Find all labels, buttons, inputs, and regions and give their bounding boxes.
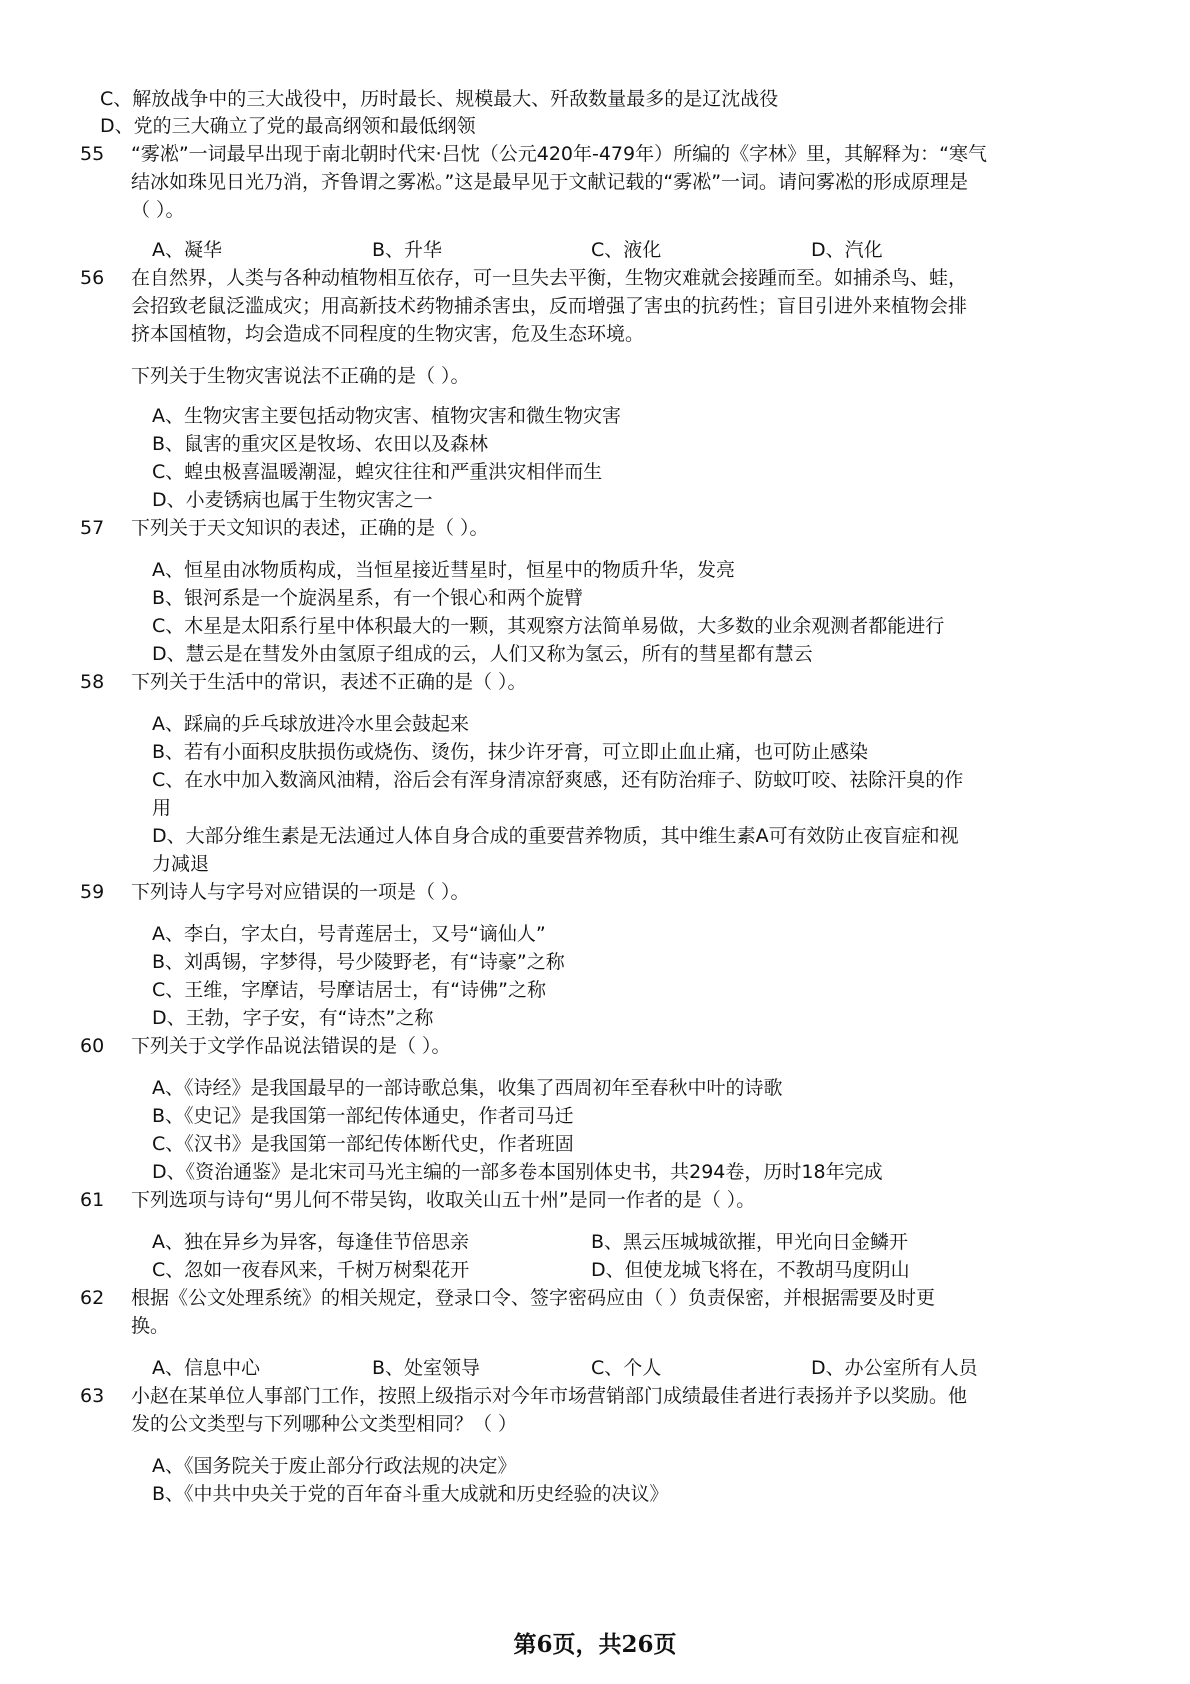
option-c: C、液化 bbox=[591, 239, 662, 261]
option-d: D、王勃，字子安，有“诗杰”之称 bbox=[152, 1007, 434, 1029]
question-stem-line: “雾凇”一词最早出现于南北朝时代宋·吕忱（公元420年-479年）所编的《字林》里，其解释为：“寒气 bbox=[131, 143, 987, 165]
question-stem: 下列选项与诗句“男儿何不带吴钩，收取关山五十州”是同一作者的是（ ）。 bbox=[131, 1189, 756, 1211]
option-c: C、在水中加入数滴风油精，浴后会有浑身清凉舒爽感，还有防治痱子、防蚊叮咬、祛除汗臭的作 bbox=[152, 769, 964, 791]
option-c: C、王维，字摩诘，号摩诘居士，有“诗佛”之称 bbox=[152, 979, 546, 1001]
question-stem-line: 根据《公文处理系统》的相关规定，登录口令、签字密码应由（ ）负责保密，并根据需要及时更 bbox=[131, 1287, 936, 1309]
option-b: B、鼠害的重灾区是牧场、农田以及森林 bbox=[152, 433, 489, 455]
question-stem-line: （ ）。 bbox=[131, 199, 185, 221]
question-number: 57 bbox=[80, 517, 105, 539]
option-d: D、但使龙城飞将在，不教胡马度阴山 bbox=[591, 1259, 910, 1281]
question-stem-line: 发的公文类型与下列哪种公文类型相同？（ ） bbox=[131, 1413, 518, 1435]
question-stem: 下列关于天文知识的表述，正确的是（ ）。 bbox=[131, 517, 489, 539]
option-a: A、踩扁的乒乓球放进冷水里会鼓起来 bbox=[152, 713, 469, 735]
question-stem-line: 挤本国植物，均会造成不同程度的生物灾害，危及生态环境。 bbox=[131, 323, 645, 345]
question-stem-line: 换。 bbox=[131, 1315, 170, 1337]
option-d-continued: 力减退 bbox=[152, 853, 210, 875]
option-b: B、刘禹锡，字梦得，号少陵野老，有“诗豪”之称 bbox=[152, 951, 565, 973]
question-stem-line: 小赵在某单位人事部门工作，按照上级指示对今年市场营销部门成绩最佳者进行表扬并予以奖励。他 bbox=[131, 1385, 968, 1407]
question-number: 63 bbox=[80, 1385, 105, 1407]
option-b: B、黑云压城城欲摧，甲光向日金鳞开 bbox=[591, 1231, 909, 1253]
option-d: D、汽化 bbox=[811, 239, 883, 261]
option-d: D、大部分维生素是无法通过人体自身合成的重要营养物质，其中维生素A可有效防止夜盲症和视 bbox=[152, 825, 959, 847]
option-a: A、生物灾害主要包括动物灾害、植物灾害和微生物灾害 bbox=[152, 405, 621, 427]
option-a: A、恒星由冰物质构成，当恒星接近彗星时，恒星中的物质升华，发亮 bbox=[152, 559, 735, 581]
option-c: C、木星是太阳系行星中体积最大的一颗，其观察方法简单易做，大多数的业余观测者都能进行 bbox=[152, 615, 945, 637]
question-number: 59 bbox=[80, 881, 105, 903]
option-a: A、凝华 bbox=[152, 239, 222, 261]
question-stem: 下列诗人与字号对应错误的一项是（ ）。 bbox=[131, 881, 470, 903]
option-d: D、党的三大确立了党的最高纲领和最低纲领 bbox=[100, 115, 476, 137]
option-a: A、《诗经》是我国最早的一部诗歌总集，收集了西周初年至春秋中叶的诗歌 bbox=[152, 1077, 783, 1099]
question-number: 61 bbox=[80, 1189, 105, 1211]
option-d: D、小麦锈病也属于生物灾害之一 bbox=[152, 489, 433, 511]
option-d: D、办公室所有人员 bbox=[811, 1357, 978, 1379]
question-stem-line: 结冰如珠见日光乃消，齐鲁谓之雾凇。”这是最早见于文献记载的“雾凇”一词。请问雾凇的形成原理是 bbox=[131, 171, 969, 193]
page-number-footer: 第6页，共26页 bbox=[513, 1631, 677, 1658]
option-b: B、升华 bbox=[372, 239, 443, 261]
option-c: C、忽如一夜春风来，千树万树梨花开 bbox=[152, 1259, 470, 1281]
question-number: 58 bbox=[80, 671, 105, 693]
option-b: B、《中共中央关于党的百年奋斗重大成就和历史经验的决议》 bbox=[152, 1483, 669, 1505]
option-c-continued: 用 bbox=[152, 797, 172, 819]
question-number: 55 bbox=[80, 143, 105, 165]
question-prompt: 下列关于生物灾害说法不正确的是（ ）。 bbox=[131, 365, 470, 387]
option-c: C、《汉书》是我国第一部纪传体断代史，作者班固 bbox=[152, 1133, 574, 1155]
option-a: A、李白，字太白，号青莲居士，又号“谪仙人” bbox=[152, 923, 546, 945]
question-number: 56 bbox=[80, 267, 105, 289]
question-stem-line: 会招致老鼠泛滥成灾；用高新技术药物捕杀害虫，反而增强了害虫的抗药性；盲目引进外来植物会排 bbox=[131, 295, 968, 317]
option-b: B、《史记》是我国第一部纪传体通史，作者司马迁 bbox=[152, 1105, 574, 1127]
question-number: 60 bbox=[80, 1035, 105, 1057]
option-c: C、蝗虫极喜温暖潮湿，蝗灾往往和严重洪灾相伴而生 bbox=[152, 461, 603, 483]
option-c: C、解放战争中的三大战役中，历时最长、规模最大、歼敌数量最多的是辽沈战役 bbox=[100, 88, 779, 110]
question-number: 62 bbox=[80, 1287, 105, 1309]
question-stem: 下列关于生活中的常识，表述不正确的是（ ）。 bbox=[131, 671, 527, 693]
option-b: B、处室领导 bbox=[372, 1357, 481, 1379]
question-stem: 下列关于文学作品说法错误的是（ ）。 bbox=[131, 1035, 451, 1057]
option-d: D、《资治通鉴》是北宋司马光主编的一部多卷本国别体史书，共294卷，历时18年完成 bbox=[152, 1161, 883, 1183]
option-a: A、独在异乡为异客，每逢佳节倍思亲 bbox=[152, 1231, 469, 1253]
option-b: B、若有小面积皮肤损伤或烧伤、烫伤，抹少许牙膏，可立即止血止痛，也可防止感染 bbox=[152, 741, 869, 763]
option-d: D、慧云是在彗发外由氢原子组成的云，人们又称为氢云，所有的彗星都有慧云 bbox=[152, 643, 813, 665]
option-a: A、信息中心 bbox=[152, 1357, 260, 1379]
option-c: C、个人 bbox=[591, 1357, 662, 1379]
option-b: B、银河系是一个旋涡星系，有一个银心和两个旋臂 bbox=[152, 587, 584, 609]
question-stem-line: 在自然界，人类与各种动植物相互依存，可一旦失去平衡，生物灾难就会接踵而至。如捕杀鸟、蛙， bbox=[131, 267, 968, 289]
option-a: A、《国务院关于废止部分行政法规的决定》 bbox=[152, 1455, 517, 1477]
